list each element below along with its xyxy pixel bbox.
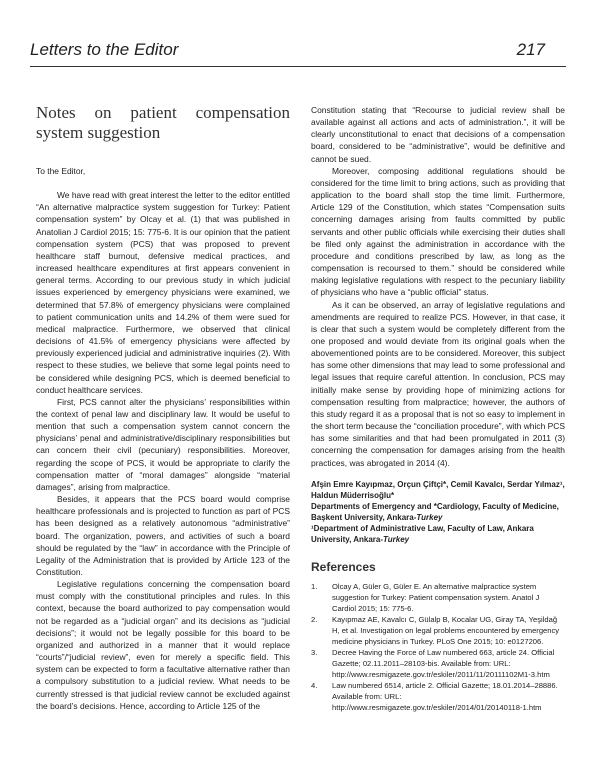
left-column <box>36 103 290 712</box>
author-list: Afşin Emre Kayıpmaz, Orçun Çiftçi*, Cemil Kavalcı, Serdar Yılmaz¹, Haldun Müderrisoğlu* <box>311 479 565 500</box>
reference-item <box>311 614 565 647</box>
reference-number: 4. <box>311 680 318 690</box>
affiliation-1-country: Turkey <box>416 512 443 522</box>
page-header <box>30 40 545 68</box>
reference-text: Olcay A, Güler G, Güler E. An alternative malpractice system suggestion for Turkey: Patient compensation system. Anatol J Cardiol 2015; 15: 775-6. <box>332 581 540 613</box>
body-paragraph: Moreover, composing additional regulations should be considered for the time limit to bring actions, such as providing that application to the board shall stop the time limit. Furthermore, Article 129 of the Constitution, which states “Compensation suits concerning damages arising from faults committed by public servants and other public officials while exercising their duties shall be filed only against the administration in accordance with the procedure and conditions prescribed by law, as long as the compensation is recoursed to them.” should be considered while making legislative regulations with respect to the pecuniary liability of physicians who have a “public official” status. <box>311 165 565 298</box>
affiliation-2-country: Turkey <box>383 534 410 544</box>
article-title: Notes on patient compensation system suggestion <box>36 103 290 142</box>
body-paragraph: As it can be observed, an array of legislative regulations and amendments are required to realize PCS. However, in that case, it is clear that such a system would be completely different from the one proposed and would deviate from its original goals when the abovementioned points are to be considered. Moreover, this subject has some other dimensions that may lead to some professional and legal issues that require careful attention. In conclusion, PCS may initially make sense by providing hope of minimizing actions for compensation resulting from malpractice; however, the authors of this study regard it as a proposal that is not so easy to implement in the short term because the “conciliation procedure”, with which PCS has some similarities and that had been promulgated in 2011 (3) concerning the compensation for damages arising from the health practices, was abrogated in 2014 (4). <box>311 299 565 468</box>
page-number: 217 <box>516 40 545 59</box>
affiliation-1 <box>311 501 565 523</box>
affiliation-2 <box>311 523 565 545</box>
references-heading: References <box>311 559 376 574</box>
reference-list <box>311 581 565 713</box>
reference-text: Law numbered 6514, article 2. Official Gazette; 18.01.2014–28886. Available from: URL: http://www.resmigazete.gov.tr/eskiler/2014/01/20140118-1.htm <box>332 680 558 712</box>
journal-section-title: Letters to the Editor <box>30 40 179 59</box>
body-paragraph: First, PCS cannot alter the physicians’ responsibilities within the context of penal law and disciplinary law. It would be useful to mention that such a compensation system cannot concern the physicians’ penal and administrative/disciplinary responsibilities but can concern their civil (pecuniary) responsibilities. Moreover, regarding the scope of PCS, it would be appropriate to clarify the compensation matter of “moral damages” alongside “material damages”, arising from malpractice. <box>36 396 290 492</box>
reference-number: 2. <box>311 614 318 624</box>
right-column <box>311 104 565 713</box>
header-rule <box>30 66 566 67</box>
salutation: To the Editor, <box>36 166 86 176</box>
reference-text: Decree Having the Force of Law numbered 663, article 24. Official Gazette; 02.11.2011–28103-bis. Available from: URL: http://www.resmigazete.gov.tr/eskiler/2011/11/20111102M1-3.htm <box>332 647 555 679</box>
affiliation-2-text: ¹Department of Administrative Law, Faculty of Law, Ankara University, Ankara- <box>311 523 534 544</box>
body-paragraph: We have read with great interest the letter to the editor entitled “An alternative malpractice system suggestion for Turkey: Patient compensation system” by Olcay et al. (1) that was published in Anatolian J Cardiol 2015; 15: 775-6. It is our opinion that the patient compensation system (PCS) that was proposed to prevent healthcare staff burnout, defensive medical practices, and increased healthcare expenditures at first appears convenient in general terms. According to our previous study in which judicial issues experienced by emergency physicians were examined, we determined that 57.8% of emergency physicians were complained to patient communication units and 14.2% of them were sued for medical malpractice. Furthermore, we observed that clinical decisions of 41.5% of emergency physicians were affected by previously experienced judicial and administrative inquiries (2). With respect to these studies, we believe that some legal points need to be considered while designing PCS, which is deemed beneficial to conduct healthcare services. <box>36 190 290 395</box>
reference-item <box>311 581 565 614</box>
reference-item <box>311 680 565 713</box>
body-paragraph: Constitution stating that “Recourse to judicial review shall be available against all actions and acts of administration.”, it will be clearly unconstitutional to enact that decisions of a compensation board, considered to be “administrative”, would be definitive and cannot be sued. <box>311 105 565 164</box>
body-paragraph: Besides, it appears that the PCS board would comprise healthcare professionals and is projected to function as part of PCS has been designed as a relatively autonomous “administrative” board. The organization, powers, and activities of such a board should be regulated by the “law” in accordance with the Principle of Legality of the Administration that is provided by Article 123 of the Constitution. <box>36 494 290 577</box>
reference-number: 3. <box>311 647 318 657</box>
reference-text: Kayıpmaz AE, Kavalcı C, Gülalp B, Kocalar UG, Giray TA, Yeşildağ H, et al. Investigation on legal problems encountered by emergency medicine physicians in Turkey. PLoS One 2015; 10: e0127206. <box>332 614 560 646</box>
reference-number: 1. <box>311 581 318 591</box>
body-paragraph: Legislative regulations concerning the compensation board must comply with the constitutional principles and rules. In this context, because the board authorized to pay compensation would not be regarded as a “judicial organ” and its decisions as “judicial decisions”; it would not be legally possible for this board to be organized and authorized in a manner that it would replace “courts”/“judicial review”, even for merely a specific field. This system can be expected to form a facultative alternative rather than a compulsory substitution to a judicial review. What needs to be currently stressed is that judicial review cannot be excluded against the board’s decisions. Hence, according to Article 125 of the <box>36 579 290 711</box>
affiliation-1-text: Departments of Emergency and *Cardiology, Faculty of Medicine, Başkent University, Ankara- <box>311 501 559 522</box>
reference-item <box>311 647 565 680</box>
